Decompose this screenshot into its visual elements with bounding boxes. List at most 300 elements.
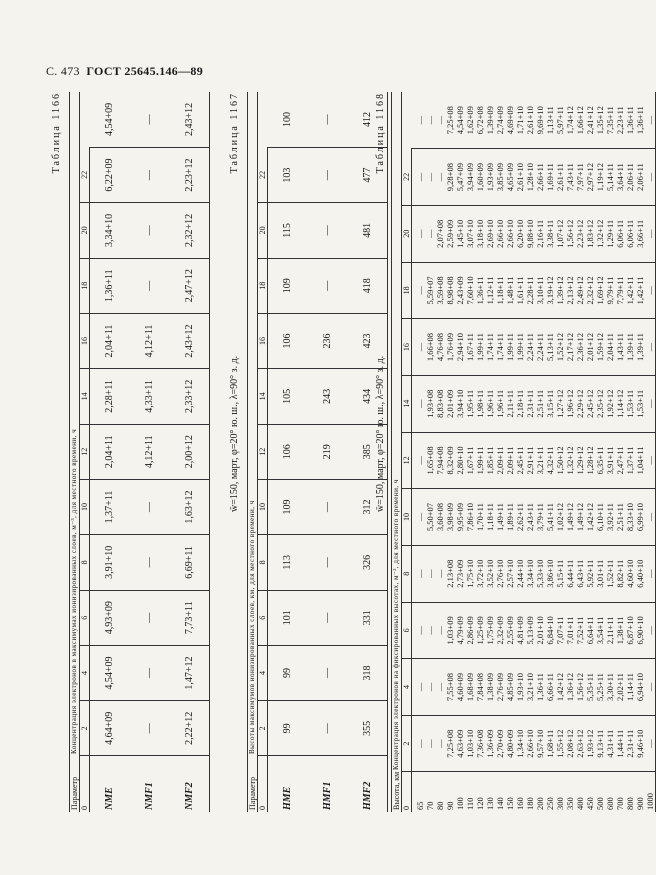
cell-value: —: [415, 229, 425, 239]
cell-value: 4,12+11: [130, 313, 170, 368]
table-1166-subheader: Концентрация электронов в максимумах ионизированных слоев, м⁻³, для местного времени, ч: [70, 92, 80, 756]
cell-value: 2,43+11: [525, 503, 535, 531]
cell-value: 1,32+12: [565, 446, 575, 475]
cell-value: 1,66+12: [574, 106, 585, 135]
cell-value: 2,51+11: [615, 503, 625, 531]
height-value: 450: [585, 797, 595, 810]
hour-header: 16: [258, 313, 268, 368]
hour-header: 8: [258, 535, 268, 590]
cell-value: 5,13+09: [525, 616, 535, 645]
cell-value: 3,01+11: [595, 559, 605, 588]
hour-header: 4: [258, 645, 268, 700]
table-1166-label: Таблица 1166: [51, 92, 62, 174]
cell-value: 2,91+11: [525, 446, 535, 475]
cell-value: 1,04+11: [635, 446, 645, 475]
cell-value: 4,12+11: [130, 424, 170, 479]
param-name: HME: [282, 786, 294, 810]
cell-value: 2,24+11: [535, 333, 545, 362]
cell-value: 1,37+11: [625, 446, 635, 475]
cell-value: 1,93+10: [515, 672, 525, 702]
cell-value: 3,64+11: [615, 163, 625, 192]
cell-value: —: [645, 512, 655, 522]
cell-value: 1,69+11: [545, 163, 555, 192]
cell-value: 1,48+11: [505, 276, 515, 305]
cell-value: 2,55+09: [505, 616, 515, 645]
hour-header: 22: [258, 147, 268, 202]
cell-value: 6,99+10: [635, 502, 645, 532]
cell-value: 106: [268, 313, 308, 368]
cell-value: 1,44+11: [615, 729, 625, 758]
table-row: [268, 92, 308, 812]
cell-value: 2,47+12: [170, 258, 210, 313]
cell-value: —: [435, 569, 445, 578]
cell-value: 4,81+09: [515, 616, 525, 645]
hour-header: 8: [402, 545, 412, 602]
hour-header: 6: [258, 590, 268, 645]
cell-value: 6,06+11: [625, 219, 635, 248]
cell-value: 2,41+12: [584, 106, 595, 135]
page-number: С. 473: [46, 64, 80, 78]
height-value: 130: [485, 797, 495, 810]
height-value: 500: [595, 797, 605, 810]
height-value: 900: [635, 797, 645, 810]
hour-header: 4: [80, 645, 90, 700]
cell-value: 2,66+10: [495, 219, 505, 248]
height-value: 300: [555, 797, 565, 810]
cell-value: 3,91+10: [90, 535, 130, 590]
cell-value: 6,43+11: [575, 559, 585, 588]
cell-value: 1,67+11: [465, 446, 475, 475]
cell-value: 3,15+11: [545, 389, 555, 418]
cell-value: 7,94+08: [435, 446, 445, 475]
value-column: [412, 602, 656, 659]
cell-value: 4,65+09: [505, 163, 515, 192]
cell-value: 2,22+12: [170, 701, 210, 756]
cell-value: 2,74+09: [494, 106, 505, 135]
cell-value: 3,18+10: [475, 219, 485, 248]
hour-header: 0: [80, 756, 90, 812]
cell-value: 1,36+11: [624, 106, 635, 135]
table-row: [90, 92, 130, 812]
height-value: 90: [445, 801, 455, 810]
cell-value: 1,42+12: [585, 502, 595, 532]
hour-header: 14: [80, 369, 90, 424]
cell-value: 2,44+10: [515, 559, 525, 588]
cell-value: 1,98+11: [475, 389, 485, 418]
hour-header: 16: [80, 313, 90, 368]
height-value: 1000: [645, 793, 655, 810]
cell-value: 6,94+10: [635, 672, 645, 702]
cell-value: 100: [268, 92, 308, 147]
cell-value: 423: [348, 313, 388, 368]
cell-value: 2,06+11: [625, 163, 635, 192]
cell-value: —: [645, 626, 655, 635]
cell-value: —: [435, 682, 445, 692]
cell-value: 9,46+10: [635, 729, 645, 758]
cell-value: 2,00+12: [170, 424, 210, 479]
table-1167-label: Таблица 1167: [229, 92, 240, 174]
height-value: 120: [475, 797, 485, 810]
cell-value: 1,36+11: [634, 106, 645, 135]
cell-value: —: [645, 739, 655, 748]
height-value: 800: [625, 797, 635, 810]
cell-value: —: [415, 286, 425, 295]
cell-value: 7,35+11: [604, 106, 615, 135]
cell-value: 3,98+09: [445, 502, 455, 532]
cell-value: 1,56+12: [575, 672, 585, 702]
cell-value: 2,86+09: [465, 616, 475, 645]
cell-value: 3,86+10: [545, 559, 555, 588]
cell-value: 3,92+11: [605, 503, 615, 531]
cell-value: —: [415, 626, 425, 635]
cell-value: 5,59+07: [425, 276, 435, 305]
height-value: 600: [605, 797, 615, 810]
cell-value: 2,63+12: [575, 729, 585, 758]
cell-value: 1,35+12: [594, 106, 605, 135]
cell-value: 2,04+11: [90, 424, 130, 479]
cell-value: 9,57+10: [535, 729, 545, 758]
cell-value: 101: [268, 590, 308, 645]
hour-header: 0: [402, 772, 412, 812]
hour-header: 12: [80, 424, 90, 479]
cell-value: 5,33+10: [535, 559, 545, 588]
hour-header: 12: [402, 432, 412, 489]
cell-value: 1,53+11: [635, 389, 645, 418]
cell-value: —: [308, 701, 348, 756]
cell-value: —: [308, 147, 348, 202]
cell-value: 3,60+08: [435, 502, 445, 532]
cell-value: 2,11+11: [505, 389, 515, 418]
cell-value: 106: [268, 424, 308, 479]
cell-value: 6,64+11: [585, 616, 595, 645]
cell-value: 1,32+12: [595, 219, 605, 248]
cell-value: —: [415, 342, 425, 352]
cell-value: 2,80+10: [455, 446, 465, 475]
cell-value: 2,47+11: [615, 446, 625, 475]
cell-value: 99: [268, 701, 308, 756]
cell-value: 3,10+11: [535, 276, 545, 305]
cell-value: 1,74+11: [485, 333, 495, 362]
cell-value: 1,37+11: [90, 479, 130, 534]
cell-value: 1,39+09: [484, 106, 495, 135]
cell-value: 7,60+10: [465, 276, 475, 305]
cell-value: 3,94+09: [465, 163, 475, 192]
cell-value: 1,60+09: [475, 163, 485, 192]
cell-value: 7,86+10: [465, 502, 475, 532]
cell-value: —: [645, 172, 655, 182]
cell-value: 2,66+11: [535, 163, 545, 192]
value-column: [412, 659, 656, 716]
cell-value: 1,39+11: [635, 333, 645, 362]
cell-value: 1,66+08: [425, 333, 435, 362]
cell-value: 1,92+12: [605, 389, 615, 418]
height-value: 140: [495, 797, 505, 810]
cell-value: 1,34+10: [515, 729, 525, 758]
cell-value: 2,62+11: [515, 503, 525, 531]
cell-value: 2,32+09: [495, 616, 505, 645]
cell-value: 6,10+11: [595, 503, 605, 531]
cell-value: —: [435, 626, 445, 635]
cell-value: 4,79+09: [455, 616, 465, 645]
cell-value: —: [425, 569, 435, 578]
cell-value: 2,70+09: [495, 729, 505, 758]
value-column: [412, 262, 656, 319]
cell-value: —: [435, 739, 445, 748]
cell-value: 8,98+08: [445, 276, 455, 305]
cell-value: 1,67+11: [465, 333, 475, 362]
hour-header: 14: [402, 375, 412, 432]
height-value: 70: [425, 801, 435, 810]
cell-value: 1,36+11: [475, 276, 485, 305]
hour-header-row: [258, 92, 268, 812]
cell-value: —: [425, 229, 435, 239]
cell-value: 2,18+11: [515, 389, 525, 418]
cell-value: 1,93+09: [485, 163, 495, 192]
cell-value: 318: [348, 645, 388, 700]
cell-value: 3,21+11: [535, 446, 545, 475]
cell-value: 1,39+12: [555, 276, 565, 305]
cell-value: 1,83+12: [585, 219, 595, 248]
height-value: 700: [615, 797, 625, 810]
cell-value: 2,61+10: [515, 163, 525, 192]
cell-value: 1,56+12: [565, 219, 575, 248]
cell-value: 1,36+11: [90, 258, 130, 313]
hour-header: 20: [258, 203, 268, 258]
cell-value: 1,62+09: [464, 106, 475, 135]
cell-value: 1,93+12: [585, 729, 595, 758]
cell-value: 1,70+11: [475, 503, 485, 531]
cell-value: —: [308, 535, 348, 590]
cell-value: 4,63+09: [455, 729, 465, 758]
cell-value: 2,94+10: [455, 333, 465, 362]
cell-value: 9,79+11: [605, 276, 615, 305]
cell-value: 7,25+08: [444, 106, 455, 135]
cell-value: 4,32+11: [545, 446, 555, 475]
cell-value: —: [415, 569, 425, 578]
cell-value: 1,52+12: [555, 333, 565, 362]
cell-value: 1,36+12: [565, 672, 575, 702]
cell-value: 2,31+11: [525, 389, 535, 418]
cell-value: 2,45+11: [515, 446, 525, 475]
cell-value: 1,07+12: [555, 219, 565, 248]
cell-value: 2,08+12: [565, 729, 575, 758]
hour-header-row: [402, 92, 412, 812]
height-value: 150: [505, 797, 515, 810]
cell-value: 4,31+11: [605, 729, 615, 758]
table-row: [170, 92, 210, 812]
height-value: 250: [545, 797, 555, 810]
cell-value: 2,76+10: [495, 559, 505, 588]
cell-value: 3,19+12: [545, 276, 555, 305]
cell-value: 6,72+08: [474, 106, 485, 135]
cell-value: 6,44+11: [565, 559, 575, 588]
cell-value: 2,13+08: [445, 559, 455, 588]
cell-value: 1,75+10: [465, 559, 475, 588]
hour-header-row: [80, 92, 90, 812]
cell-value: 236: [308, 313, 348, 368]
table-body-row: [412, 92, 656, 812]
cell-value: 1,59+12: [595, 333, 605, 362]
cell-value: 5,50+07: [425, 502, 435, 532]
cell-value: 2,04+11: [605, 333, 615, 362]
hour-header: 2: [80, 701, 90, 756]
cell-value: 2,32+12: [170, 203, 210, 258]
cell-value: 7,79+11: [615, 276, 625, 305]
cell-value: 2,66+10: [505, 219, 515, 248]
cell-value: —: [308, 479, 348, 534]
cell-value: 2,16+11: [535, 219, 545, 248]
param-header: Параметр: [70, 756, 80, 812]
table-1168: [391, 92, 656, 812]
cell-value: 9,95+09: [455, 502, 465, 532]
table-1167: [247, 92, 388, 812]
hour-header: 18: [402, 262, 412, 319]
cell-value: 1,99+11: [475, 333, 485, 362]
cell-value: 3,21+10: [525, 672, 535, 702]
cell-value: 2,76+09: [495, 672, 505, 702]
value-column: [412, 92, 656, 149]
cell-value: 1,18+11: [495, 276, 505, 305]
cell-value: 5,25+11: [595, 673, 605, 701]
hour-header: 20: [402, 205, 412, 262]
cell-value: 3,34+10: [90, 203, 130, 258]
cell-value: 115: [268, 203, 308, 258]
hour-header: 14: [258, 369, 268, 424]
cell-value: 2,28+11: [90, 369, 130, 424]
value-column: [412, 149, 656, 206]
cell-value: 2,13+12: [565, 276, 575, 305]
hour-header: 12: [258, 424, 268, 479]
cell-value: 2,61+11: [555, 163, 565, 192]
table-1166: [69, 92, 210, 812]
hour-header: 8: [80, 535, 90, 590]
table-1168-caption: w̄=150, март, φ=20° ю. ш., λ=90° з. д.: [375, 355, 386, 512]
cell-value: 2,43+12: [170, 313, 210, 368]
cell-value: 5,41+11: [545, 503, 555, 531]
table-row: [308, 92, 348, 812]
cell-value: 4,60+10: [625, 559, 635, 588]
cell-value: 5,15+11: [555, 559, 565, 588]
cell-value: —: [130, 701, 170, 756]
cell-value: 7,97+11: [575, 163, 585, 192]
cell-value: 312: [348, 479, 388, 534]
cell-value: 1,19+12: [595, 163, 605, 192]
cell-value: 1,02+12: [555, 502, 565, 532]
value-column: [412, 432, 656, 489]
cell-value: —: [425, 626, 435, 635]
value-column: [412, 715, 656, 772]
cell-value: 4,54+09: [454, 106, 465, 135]
height-value: 160: [515, 797, 525, 810]
cell-value: 1,53+11: [625, 389, 635, 418]
value-column: [412, 489, 656, 546]
cell-value: —: [645, 682, 655, 692]
cell-value: 412: [348, 92, 388, 147]
cell-value: 2,28+11: [525, 276, 535, 305]
cell-value: —: [645, 399, 655, 408]
cell-value: 1,29+12: [575, 446, 585, 475]
hour-header: 16: [402, 319, 412, 376]
cell-value: 3,38+11: [545, 219, 555, 248]
value-column: [412, 319, 656, 376]
cell-value: 3,79+11: [535, 503, 545, 531]
cell-value: 355: [348, 701, 388, 756]
cell-value: 4,93+09: [90, 590, 130, 645]
cell-value: 3,59+08: [435, 276, 445, 305]
cell-value: 1,18+11: [485, 503, 495, 531]
table-row: [130, 92, 170, 812]
cell-value: 1,71+10: [514, 106, 525, 135]
cell-value: 109: [268, 258, 308, 313]
cell-value: 1,12+11: [485, 276, 495, 305]
hour-header: 18: [80, 258, 90, 313]
cell-value: 1,43+11: [615, 333, 625, 362]
cell-value: 4,80+09: [505, 729, 515, 758]
cell-value: —: [415, 399, 425, 408]
cell-value: —: [308, 590, 348, 645]
hour-header: 2: [258, 701, 268, 756]
cell-value: 1,03+09: [445, 616, 455, 645]
cell-value: 3,85+09: [495, 163, 505, 192]
cell-value: 1,96+11: [485, 389, 495, 418]
cell-value: —: [130, 590, 170, 645]
cell-value: —: [415, 172, 425, 182]
cell-value: 7,73+11: [170, 590, 210, 645]
cell-value: 243: [308, 369, 348, 424]
cell-value: 9,69+10: [534, 106, 545, 135]
cell-value: 3,54+11: [595, 616, 605, 645]
cell-value: 4,33+11: [130, 369, 170, 424]
cell-value: 4,76+08: [435, 333, 445, 362]
cell-value: 1,42+12: [555, 672, 565, 702]
cell-value: 1,96+11: [495, 389, 505, 418]
cell-value: 434: [348, 369, 388, 424]
cell-value: 385: [348, 424, 388, 479]
cell-value: —: [435, 172, 445, 182]
cell-value: 219: [308, 424, 348, 479]
cell-value: —: [308, 645, 348, 700]
param-header: Параметр: [248, 756, 258, 812]
cell-value: 2,23+12: [575, 219, 585, 248]
cell-value: —: [308, 92, 348, 147]
cell-value: 1,28+10: [525, 163, 535, 192]
height-value: 80: [435, 801, 445, 810]
height-value: 400: [575, 797, 585, 810]
cell-value: 1,14+11: [625, 673, 635, 701]
cell-value: 331: [348, 590, 388, 645]
cell-value: 326: [348, 535, 388, 590]
cell-value: 1,50+12: [555, 446, 565, 475]
hour-header: 0: [258, 756, 268, 812]
cell-value: —: [130, 203, 170, 258]
param-name: NME: [104, 787, 116, 810]
cell-value: 2,01+10: [535, 616, 545, 645]
cell-value: 1,45+10: [455, 219, 465, 248]
param-name: NMF2: [183, 782, 195, 810]
cell-value: 1,49+12: [565, 502, 575, 532]
cell-value: 2,04+11: [90, 313, 130, 368]
cell-value: 2,51+11: [535, 389, 545, 418]
cell-value: 9,88+10: [525, 219, 535, 248]
cell-value: 1,63+12: [170, 479, 210, 534]
hour-header: 10: [402, 489, 412, 546]
cell-value: 2,32+12: [585, 276, 595, 305]
cell-value: 99: [268, 645, 308, 700]
cell-value: 7,07+11: [555, 616, 565, 645]
cell-value: 3,66+11: [635, 219, 645, 248]
cell-value: —: [308, 258, 348, 313]
cell-value: 2,57+10: [505, 559, 515, 588]
